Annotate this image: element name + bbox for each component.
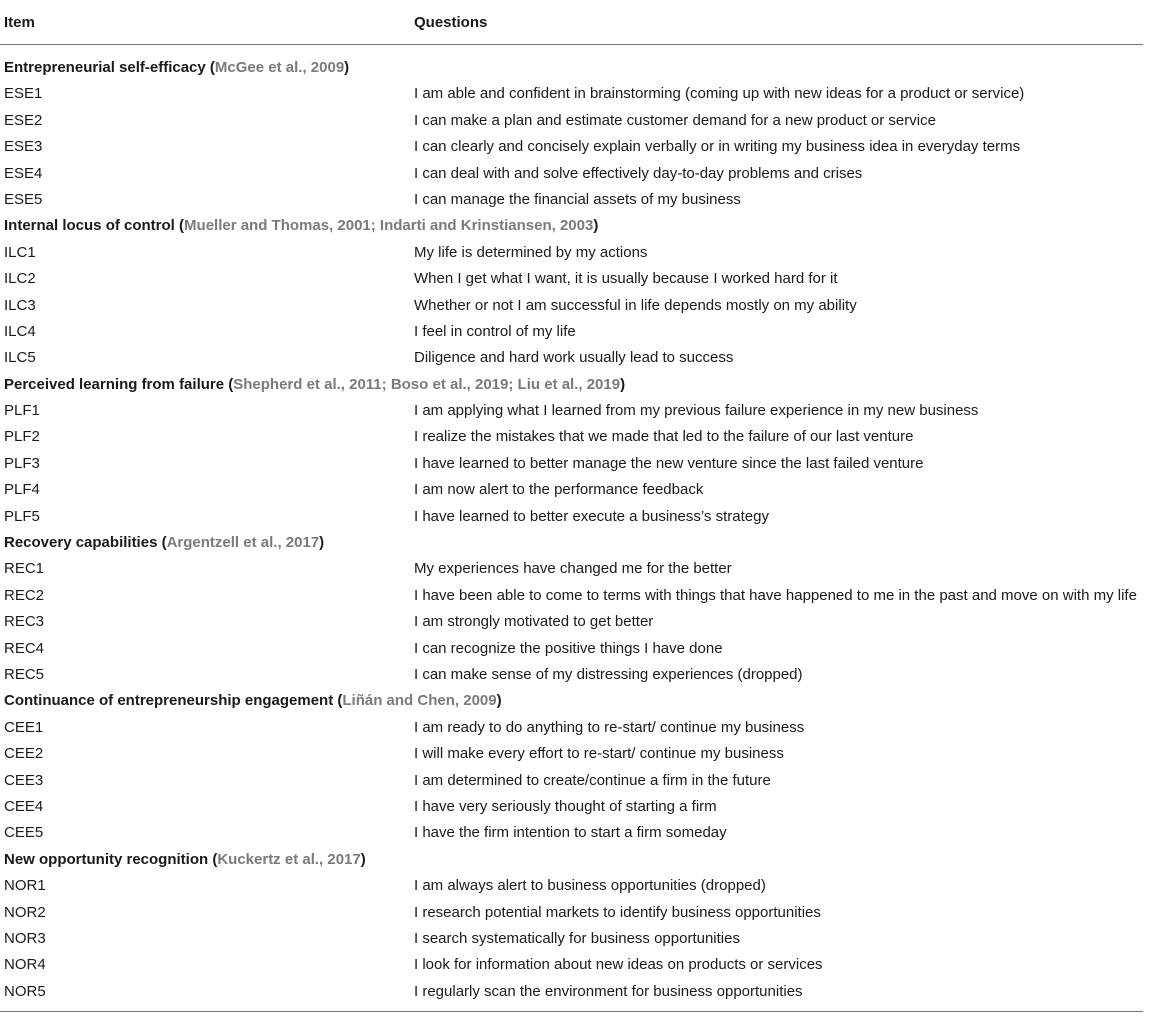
section-title: Continuance of entrepreneurship engagement xyxy=(4,692,334,710)
section-header: Entrepreneurial self-efficacy (McGee et al., 2009) xyxy=(4,59,350,76)
table-row xyxy=(0,187,1155,213)
table-row xyxy=(0,293,1155,319)
item-code: CEE5 xyxy=(4,824,44,842)
table-row xyxy=(0,900,1155,926)
question-text: I am now alert to the performance feedback xyxy=(414,481,704,499)
question-text: I am always alert to business opportunities (dropped) xyxy=(414,877,766,895)
section-reference: Mueller and Thomas, 2001; Indarti and Krinstiansen, 2003 xyxy=(184,217,594,235)
question-text: I am able and confident in brainstorming (coming up with new ideas for a product or service) xyxy=(414,85,1025,103)
item-code: NOR4 xyxy=(4,956,46,974)
question-text: I have the firm intention to start a firm someday xyxy=(414,824,727,842)
table-row xyxy=(0,108,1155,134)
table-row xyxy=(0,134,1155,160)
item-code: ESE2 xyxy=(4,111,43,129)
section-header: Continuance of entrepreneurship engagement (Liñán and Chen, 2009) xyxy=(4,692,502,710)
item-code: REC4 xyxy=(4,639,45,657)
item-code: PLF4 xyxy=(4,481,40,499)
question-text: I can make sense of my distressing experiences (dropped) xyxy=(414,665,803,683)
table-row xyxy=(0,81,1155,107)
table-row xyxy=(0,662,1155,688)
item-code: REC3 xyxy=(4,613,45,631)
table-row xyxy=(0,609,1155,635)
table-row xyxy=(0,873,1155,899)
item-code: ILC5 xyxy=(4,349,36,367)
item-code: NOR1 xyxy=(4,877,46,895)
item-code: ILC4 xyxy=(4,322,36,340)
section-reference: Argentzell et al., 2017 xyxy=(166,534,320,552)
item-code: REC2 xyxy=(4,586,45,604)
item-code: NOR3 xyxy=(4,929,46,947)
header-item: Item xyxy=(4,14,35,31)
table-row xyxy=(0,820,1155,846)
question-text: I feel in control of my life xyxy=(414,322,576,340)
section-title: Internal locus of control xyxy=(4,217,175,235)
question-text: My experiences have changed me for the better xyxy=(414,560,732,578)
section-title: Entrepreneurial self-efficacy xyxy=(4,59,206,76)
table-row xyxy=(0,741,1155,767)
table-row xyxy=(0,451,1155,477)
question-text: When I get what I want, it is usually because I worked hard for it xyxy=(414,270,838,288)
section-header: Recovery capabilities (Argentzell et al., 2017) xyxy=(4,534,325,552)
question-text: I am ready to do anything to re-start/ continue my business xyxy=(414,718,805,736)
question-text: Diligence and hard work usually lead to success xyxy=(414,349,734,367)
item-code: ESE5 xyxy=(4,190,43,208)
table-row xyxy=(0,715,1155,741)
item-code: CEE4 xyxy=(4,797,44,815)
item-code: ESE1 xyxy=(4,85,43,103)
section-reference: McGee et al., 2009 xyxy=(214,59,345,76)
section-header: New opportunity recognition (Kuckertz et al., 2017) xyxy=(4,850,366,868)
question-text: I look for information about new ideas on products or services xyxy=(414,956,823,974)
question-text: I research potential markets to identify business opportunities xyxy=(414,903,821,921)
table-row xyxy=(0,240,1155,266)
item-code: CEE1 xyxy=(4,718,44,736)
question-text: I realize the mistakes that we made that led to the failure of our last venture xyxy=(414,428,914,446)
item-code: CEE3 xyxy=(4,771,44,789)
table-row xyxy=(0,636,1155,662)
question-text: Whether or not I am successful in life depends mostly on my ability xyxy=(414,296,857,314)
item-code: CEE2 xyxy=(4,745,44,763)
table-row xyxy=(0,926,1155,952)
question-text: I have learned to better manage the new venture since the last failed venture xyxy=(414,454,924,472)
section-title: Recovery capabilities xyxy=(4,534,158,552)
table-row xyxy=(0,556,1155,582)
header-questions: Questions xyxy=(414,14,488,31)
question-text: I am strongly motivated to get better xyxy=(414,613,654,631)
item-code: REC1 xyxy=(4,560,45,578)
table-row xyxy=(0,266,1155,292)
question-text: I have learned to better execute a business’s strategy xyxy=(414,507,769,525)
question-text: I can manage the financial assets of my business xyxy=(414,190,741,208)
table-row xyxy=(0,319,1155,345)
question-text: I search systematically for business opportunities xyxy=(414,929,740,947)
question-text: I can clearly and concisely explain verbally or in writing my business idea in everyday terms xyxy=(414,138,1021,156)
question-text: I have been able to come to terms with things that have happened to me in the past and move on with my life xyxy=(414,586,1137,604)
section-reference: Kuckertz et al., 2017 xyxy=(217,850,361,868)
item-code: ESE4 xyxy=(4,164,43,182)
table-row xyxy=(0,952,1155,978)
section-title: New opportunity recognition xyxy=(4,850,209,868)
item-code: REC5 xyxy=(4,665,45,683)
bottom-rule xyxy=(0,1011,1143,1012)
section-reference: Shepherd et al., 2011; Boso et al., 2019; Liu et al., 2019 xyxy=(233,375,621,393)
section-header: Internal locus of control (Mueller and Thomas, 2001; Indarti and Krinstiansen, 2003) xyxy=(4,217,599,235)
section-header: Perceived learning from failure (Shepherd et al., 2011; Boso et al., 2019; Liu et al., 2019) xyxy=(4,375,626,393)
question-text: I am determined to create/continue a firm in the future xyxy=(414,771,771,789)
question-text: I can recognize the positive things I have done xyxy=(414,639,723,657)
table-header xyxy=(0,0,1143,45)
table-row xyxy=(0,398,1155,424)
question-text: I regularly scan the environment for business opportunities xyxy=(414,982,803,1000)
table-row xyxy=(0,345,1155,371)
item-code: NOR5 xyxy=(4,982,46,1000)
table-row xyxy=(0,583,1155,609)
item-code: ESE3 xyxy=(4,138,43,156)
table-row xyxy=(0,477,1155,503)
section-reference: Liñán and Chen, 2009 xyxy=(342,692,497,710)
item-code: ILC3 xyxy=(4,296,36,314)
item-code: ILC1 xyxy=(4,243,36,261)
question-text: I can make a plan and estimate customer demand for a new product or service xyxy=(414,111,936,129)
table-row xyxy=(0,768,1155,794)
item-code: PLF3 xyxy=(4,454,40,472)
question-text: I can deal with and solve effectively day-to-day problems and crises xyxy=(414,164,863,182)
item-code: PLF5 xyxy=(4,507,40,525)
table-row xyxy=(0,504,1155,530)
table-row xyxy=(0,424,1155,450)
section-title: Perceived learning from failure xyxy=(4,375,225,393)
item-code: ILC2 xyxy=(4,270,36,288)
question-text: My life is determined by my actions xyxy=(414,243,648,261)
item-code: PLF2 xyxy=(4,428,40,446)
question-text: I will make every effort to re-start/ continue my business xyxy=(414,745,784,763)
table-row xyxy=(0,979,1155,1005)
item-code: PLF1 xyxy=(4,402,40,420)
table-body xyxy=(0,55,1155,1005)
question-text: I am applying what I learned from my previous failure experience in my new business xyxy=(414,402,979,420)
table-row xyxy=(0,161,1155,187)
question-text: I have very seriously thought of starting a firm xyxy=(414,797,717,815)
table-row xyxy=(0,794,1155,820)
item-code: NOR2 xyxy=(4,903,46,921)
